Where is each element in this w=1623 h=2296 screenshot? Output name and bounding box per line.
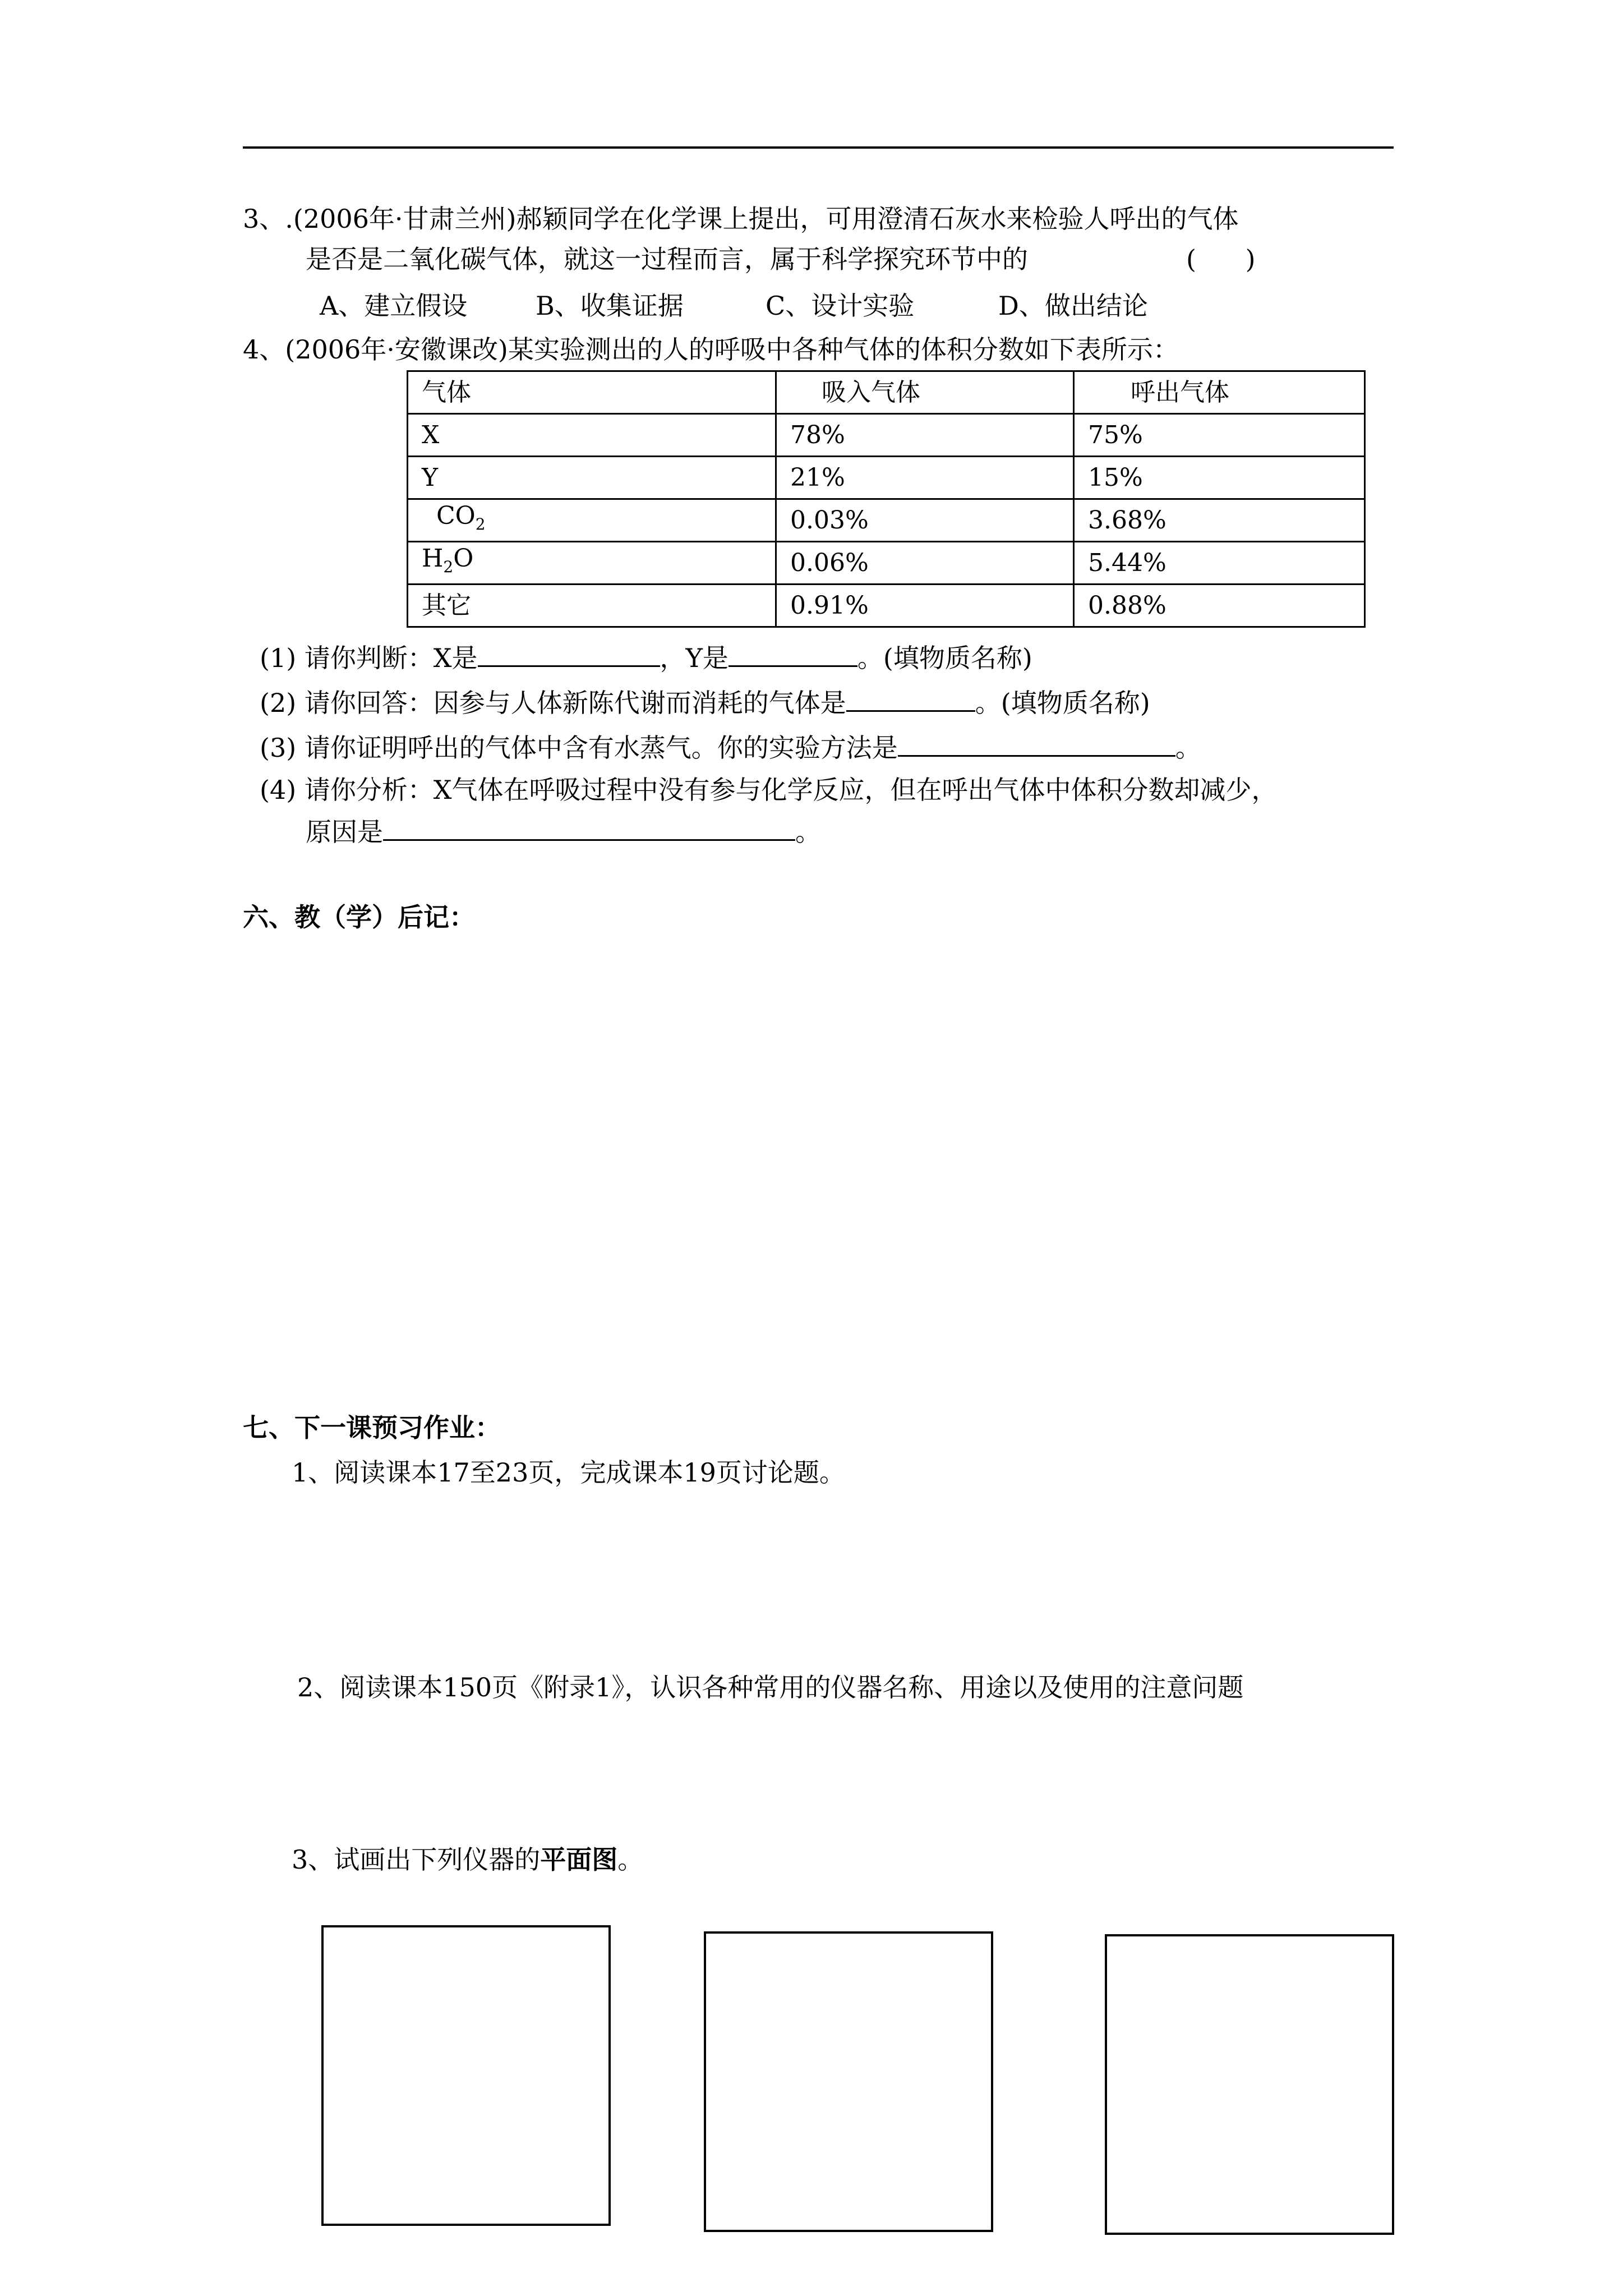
section7-item3: 3、试画出下列仪器的平面图。 [292, 1844, 644, 1875]
answer-blank-x[interactable] [478, 639, 660, 667]
table-cell-exhaled: 0.88% [1074, 585, 1365, 627]
table-cell-inhaled: 0.91% [776, 585, 1074, 627]
table-header: 吸入气体 [776, 371, 1074, 414]
section7-title: 七、下一课预习作业： [243, 1412, 501, 1443]
q3-line2: 是否是二氧化碳气体，就这一过程而言，属于科学探究环节中的 [306, 244, 1028, 274]
q4-sub4-line2: 原因是 。 [306, 813, 821, 849]
drawing-box-1[interactable] [321, 1925, 611, 2226]
answer-blank-y[interactable] [728, 639, 857, 667]
table-cell-inhaled: 78% [776, 414, 1074, 457]
q3-option-a: A、建立假设 [320, 291, 468, 321]
q3-option-b: B、收集证据 [536, 291, 684, 321]
table-header: 气体 [408, 371, 776, 414]
gas-formula-main: H [422, 544, 444, 573]
table-cell-inhaled: 21% [776, 457, 1074, 499]
table-row [408, 414, 1365, 457]
table-cell-exhaled: 15% [1074, 457, 1365, 499]
table-cell-exhaled: 5.44% [1074, 542, 1365, 585]
gas-formula-tail: O [453, 544, 474, 573]
q3-answer-paren: ( ) [1186, 244, 1256, 274]
table-row [408, 457, 1365, 499]
table-cell-gas: Y [408, 457, 776, 499]
table-row [408, 585, 1365, 627]
section6-title: 六、教（学）后记： [243, 902, 475, 932]
table-row [408, 499, 1365, 542]
table-cell-gas [408, 542, 776, 585]
answer-blank-reason[interactable] [383, 813, 795, 841]
table-cell-gas: X [408, 414, 776, 457]
answer-blank-method[interactable] [898, 729, 1175, 757]
table-cell-gas: 其它 [408, 585, 776, 627]
q4-sub3: (3) 请你证明呼出的气体中含有水蒸气。你的实验方法是 。 [260, 729, 1201, 765]
q3-line1: 3、.(2006年·甘肃兰州)郝颖同学在化学课上提出，可用澄清石灰水来检验人呼出的气体 [243, 204, 1239, 234]
table-cell-inhaled: 0.06% [776, 542, 1074, 585]
q4-sub4-line1: (4) 请你分析：X气体在呼吸过程中没有参与化学反应，但在呼出气体中体积分数却减少， [260, 775, 1278, 805]
gas-formula-subscript: 2 [443, 557, 454, 576]
table-cell-inhaled: 0.03% [776, 499, 1074, 542]
gas-volume-table [407, 370, 1366, 628]
q3-option-d: D、做出结论 [998, 291, 1148, 321]
table-cell-gas [408, 499, 776, 542]
drawing-box-2[interactable] [704, 1931, 993, 2232]
section7-item1: 1、阅读课本17至23页，完成课本19页讨论题。 [292, 1457, 845, 1488]
table-row [408, 542, 1365, 585]
answer-blank-consumed-gas[interactable] [846, 684, 975, 712]
table-header: 呼出气体 [1074, 371, 1365, 414]
table-header-row [408, 371, 1365, 414]
q3-option-c: C、设计实验 [766, 291, 915, 321]
q4-intro: 4、(2006年·安徽课改)某实验测出的人的呼吸中各种气体的体积分数如下表所示： [243, 334, 1179, 365]
q4-sub2: (2) 请你回答：因参与人体新陈代谢而消耗的气体是 。(填物质名称) [260, 684, 1150, 720]
section7-item2: 2、阅读课本150页《附录1》，认识各种常用的仪器名称、用途以及使用的注意问题 [297, 1672, 1244, 1703]
q4-sub1: (1) 请你判断：X是 ，Y是 。(填物质名称) [260, 639, 1032, 675]
table-cell-exhaled: 75% [1074, 414, 1365, 457]
gas-formula-subscript: 2 [475, 514, 486, 533]
gas-formula-main: CO [436, 501, 476, 531]
table-cell-exhaled: 3.68% [1074, 499, 1365, 542]
header-rule [243, 146, 1394, 149]
drawing-box-3[interactable] [1105, 1934, 1394, 2235]
